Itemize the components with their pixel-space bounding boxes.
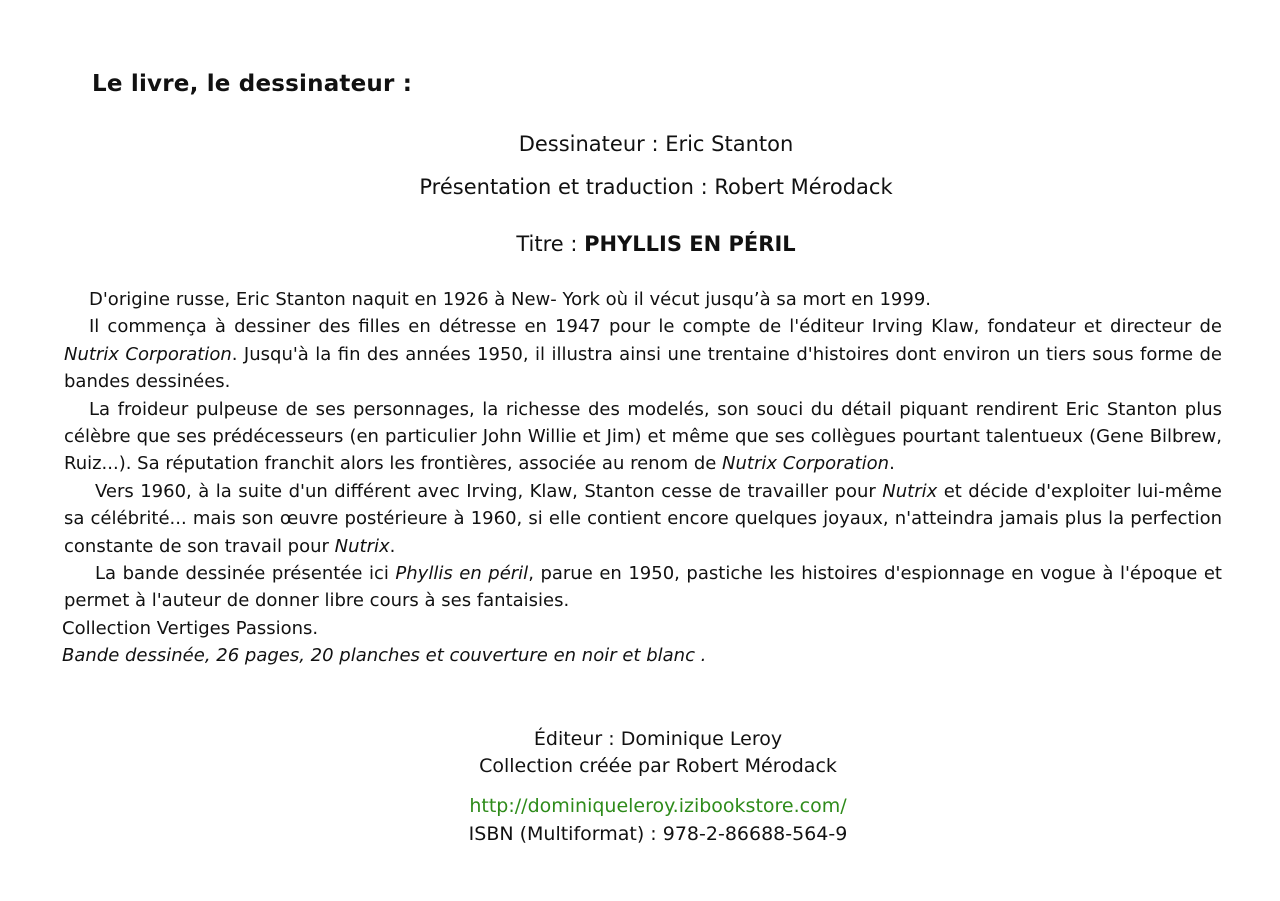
collection-name: Collection Vertiges Passions.: [62, 617, 319, 639]
book-format: Bande dessinée, 26 pages, 20 planches et couverture en noir et blanc .: [62, 645, 707, 667]
description-body: [64, 286, 1222, 670]
paragraph-text: , parue en 1950, pastiche les histoires d'espionnage en vogue à l'époque et permet à l'auteur de donner libre cours à ses fantaisies.: [64, 563, 1222, 612]
publisher-line: Éditeur : Dominique Leroy: [533, 728, 783, 750]
store-link[interactable]: http://dominiqueleroy.izibookstore.com/: [469, 795, 847, 817]
book-title: PHYLLIS EN PÉRIL: [584, 232, 796, 256]
paragraph-text: .: [389, 535, 396, 557]
paragraph-later-work: [64, 478, 1222, 560]
title-label: Titre :: [516, 232, 585, 256]
paragraph-text: La bande dessinée présentée ici: [95, 563, 396, 585]
paragraph-text: . Jusqu'à la fin des années 1950, il illustra ainsi une trentaine d'histoires dont environ un tiers sous forme de bandes dessinées.: [64, 343, 1222, 393]
paragraph-book: [64, 560, 1222, 615]
section-heading: Le livre, le dessinateur :: [92, 71, 413, 97]
paragraph-text: et décide d'exploiter lui-même sa célébrité... mais son œuvre postérieure à 1960, si elle contient encore quelques joyaux, n'atteindra jamais plus la perfection constante de son travail pour: [64, 480, 1222, 557]
isbn-line: ISBN (Multiformat) : 978-2-86688-564-9: [468, 823, 848, 845]
book-title-line: [0, 232, 1280, 256]
presentation-credit: Présentation et traduction : Robert Mérodack: [419, 175, 893, 199]
company-name: Nutrix: [334, 535, 390, 557]
company-name: Nutrix Corporation: [722, 453, 890, 475]
company-name: Nutrix Corporation: [64, 343, 232, 365]
collection-creator-line: Collection créée par Robert Mérodack: [479, 755, 837, 777]
paragraph-text: La froideur pulpeuse de ses personnages, la richesse des modelés, son souci du détail piquant rendirent Eric Stanton plus célèbre que ses prédécesseurs (en particulier John Willie et Jim) et même que ses collègues pourtant talentueux (Gene Bilbrew, Ruiz...). Sa réputation franchit alors les frontières, associée au renom de: [64, 398, 1222, 475]
drawer-credit: Dessinateur : Eric Stanton: [518, 132, 794, 156]
paragraph-origin: D'origine russe, Eric Stanton naquit en 1926 à New- York où il vécut jusqu’à sa mort en 1999.: [89, 289, 931, 310]
paragraph-text: Il commença à dessiner des filles en détresse en 1947 pour le compte de l'éditeur Irving Klaw, fondateur et directeur de: [89, 316, 1222, 338]
paragraph-style: [64, 396, 1222, 478]
book-title-inline: Phyllis en péril: [395, 563, 529, 585]
paragraph-career: [64, 313, 1222, 395]
paragraph-text: .: [889, 453, 895, 475]
paragraph-text: Vers 1960, à la suite d'un différent avec Irving, Klaw, Stanton cesse de travailler pour: [95, 480, 883, 502]
company-name: Nutrix: [882, 480, 938, 502]
